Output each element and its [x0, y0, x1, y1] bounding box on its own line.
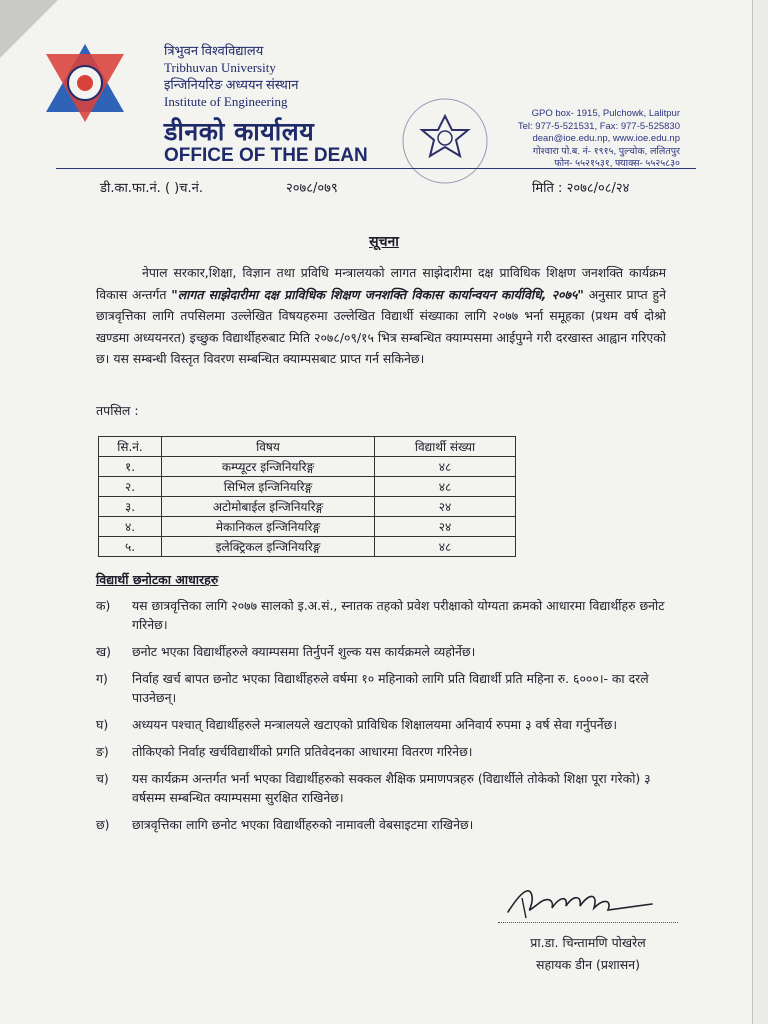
office-title-np: डीनको कार्यालय — [164, 117, 315, 146]
list-item — [96, 596, 676, 634]
table-cell: ३. — [99, 497, 162, 517]
signer-name: प्रा.डा. चिन्तामणि पोखरेल — [530, 935, 646, 950]
body-text: नेपाल सरकार,शिक्षा, विज्ञान तथा प्रविधि मन्त्रालयको लागत साझेदारीमा दक्ष प्राविधिक शिक्षण जनशक्ति कार्यक्रम विकास अन्तर्गत — [96, 265, 666, 302]
table-cell: अटोमोबाईल इन्जिनियरिङ्ग — [162, 497, 375, 517]
table-cell: २४ — [375, 517, 516, 537]
table-cell: ४८ — [375, 457, 516, 477]
table-cell: ४८ — [375, 477, 516, 497]
notice-body — [96, 262, 666, 370]
item-text: निर्वाह खर्च बापत छनोट भएका विद्यार्थीहरुले वर्षमा १० महिनाको लागि प्रति विद्यार्थी प्रति महिना रु. ६०००।- का दरले पाउनेछन्। — [132, 671, 649, 705]
list-item — [96, 815, 676, 834]
body-text-emphasis: "लागत साझेदारीमा दक्ष प्राविधिक शिक्षण जनशक्ति विकास कार्यान्वयन कार्यविधि, २०७५" — [171, 286, 584, 302]
header-divider — [56, 168, 696, 169]
notice-date: मिति : २०७८/०८/२४ — [532, 181, 630, 196]
item-text: तोकिएको निर्वाह खर्चविद्यार्थीको प्रगति प्रतिवेदनका आधारमा वितरण गरिनेछ। — [132, 744, 473, 759]
office-title-en: OFFICE OF THE DEAN — [164, 145, 368, 166]
university-name-en: Tribhuvan University — [164, 60, 276, 75]
university-name-np: त्रिभुवन विश्वविद्यालय — [164, 43, 264, 58]
criteria-heading: विद्यार्थी छनोटका आधारहरु — [96, 572, 219, 587]
body-text: अनुसार प्राप्त हुने छात्रवृत्तिका लागि तपसिलमा उल्लेखित विषयहरुमा उल्लेखित विद्यार्थी संख्याका लागि २०७७ भर्ना समूहका (प्रथम वर्ष दोश्रो खण्डमा अध्ययनरत) इच्छुक विद्यार्थीहरुबाट मिति २०७८/०९/१५ भित्र सम्बन्धित क्याम्पसमा आईपुग्ने गरी दरखास्त आह्वान गरिएको छ। यस सम्बन्धी विस्तृत विवरण सम्बन्धित क्याम्पसबाट प्राप्त गर्न सकिनेछ। — [96, 286, 666, 366]
table-cell: १. — [99, 457, 162, 477]
contact-block — [518, 108, 680, 171]
table-cell: मेकानिकल इन्जिनियरिङ्ग — [162, 517, 375, 537]
dispatch-number: डी.का.फा.नं. ( )च.नं. — [100, 181, 203, 196]
institution-names — [164, 42, 298, 110]
contact-line: dean@ioe.edu.np, www.ioe.edu.np — [532, 133, 680, 144]
table-cell: २४ — [375, 497, 516, 517]
signer-title: सहायक डीन (प्रशासन) — [536, 957, 640, 972]
table-cell: ४. — [99, 517, 162, 537]
fiscal-year: २०७८/०७९ — [286, 181, 338, 196]
table-cell: ५. — [99, 537, 162, 557]
item-text: यस छात्रवृत्तिका लागि २०७७ सालको इ.अ.सं., स्नातक तहको प्रवेश परीक्षाको योग्यता क्रमको आधारमा विद्यार्थीहरु छनोट गरिनेछ। — [132, 598, 665, 632]
item-label: क) — [96, 598, 111, 613]
item-text: छनोट भएका विद्यार्थीहरुले क्याम्पसमा तिर्नुपर्ने शुल्क यस कार्यक्रमले व्यहोर्नेछ। — [132, 644, 476, 659]
notice-title: सूचना — [369, 234, 399, 250]
list-item — [96, 669, 676, 707]
list-item — [96, 742, 676, 761]
item-label: छ) — [96, 817, 110, 832]
item-text: अध्ययन पश्चात् विद्यार्थीहरुले मन्त्रालयले खटाएको प्राविधिक शिक्षालयमा अनिवार्य रुपमा ३ वर्ष सेवा गर्नुपर्नेछ। — [132, 717, 618, 732]
underlying-sheet-edge — [752, 0, 768, 1024]
table-header-row — [99, 437, 516, 457]
table-row — [99, 537, 516, 557]
office-seal-icon — [400, 96, 490, 186]
criteria-list — [96, 596, 676, 842]
table-cell: ४८ — [375, 537, 516, 557]
table-row — [99, 477, 516, 497]
contact-line: गोश्वारा पो.ब. नं- १९१५, पुल्चोक, ललितपुर — [532, 145, 680, 157]
list-item — [96, 715, 676, 734]
signature-line — [498, 922, 678, 923]
table-row — [99, 497, 516, 517]
item-label: ख) — [96, 644, 111, 659]
seat-table — [98, 436, 516, 557]
list-item — [96, 769, 676, 807]
column-header: विद्यार्थी संख्या — [375, 437, 516, 457]
contact-line: Tel: 977-5-521531, Fax: 977-5-525830 — [517, 120, 680, 132]
item-text: छात्रवृत्तिका लागि छनोट भएका विद्यार्थीहरुको नामावली वेबसाइटमा राखिनेछ। — [132, 817, 474, 832]
signer-block — [498, 932, 678, 976]
schedule-label: तपसिल : — [96, 403, 139, 418]
item-text: यस कार्यक्रम अन्तर्गत भर्ना भएका विद्यार्थीहरुको सक्कल शैक्षिक प्रमाणपत्रहरु (विद्यार्थीले तोकेको शिक्षा पूरा गरेको) ३ वर्षसम्म सम्बन्धित क्याम्पसमा सुरक्षित राखिनेछ। — [132, 771, 651, 805]
item-label: च) — [96, 771, 109, 786]
list-item — [96, 642, 676, 661]
contact-line: फोन- ५५२१५३१, फ्याक्स- ५५२५८३० — [554, 158, 680, 169]
item-label: ङ) — [96, 744, 109, 759]
item-label: घ) — [96, 717, 109, 732]
table-cell: २. — [99, 477, 162, 497]
handwritten-signature — [502, 882, 672, 922]
column-header: सि.नं. — [99, 437, 162, 457]
table-cell: कम्प्यूटर इन्जिनियरिङ्ग — [162, 457, 375, 477]
institute-name-np: इन्जिनियरिङ अध्ययन संस्थान — [164, 77, 299, 92]
table-row — [99, 457, 516, 477]
item-label: ग) — [96, 671, 108, 686]
ioe-logo-icon — [44, 42, 126, 124]
table-cell: इलेक्ट्रिकल इन्जिनियरिङ्ग — [162, 537, 375, 557]
table-cell: सिभिल इन्जिनियरिङ्ग — [162, 477, 375, 497]
column-header: विषय — [162, 437, 375, 457]
contact-line: GPO box- 1915, Pulchowk, Lalitpur — [531, 108, 680, 119]
institute-name-en: Institute of Engineering — [164, 94, 288, 109]
table-row — [99, 517, 516, 537]
